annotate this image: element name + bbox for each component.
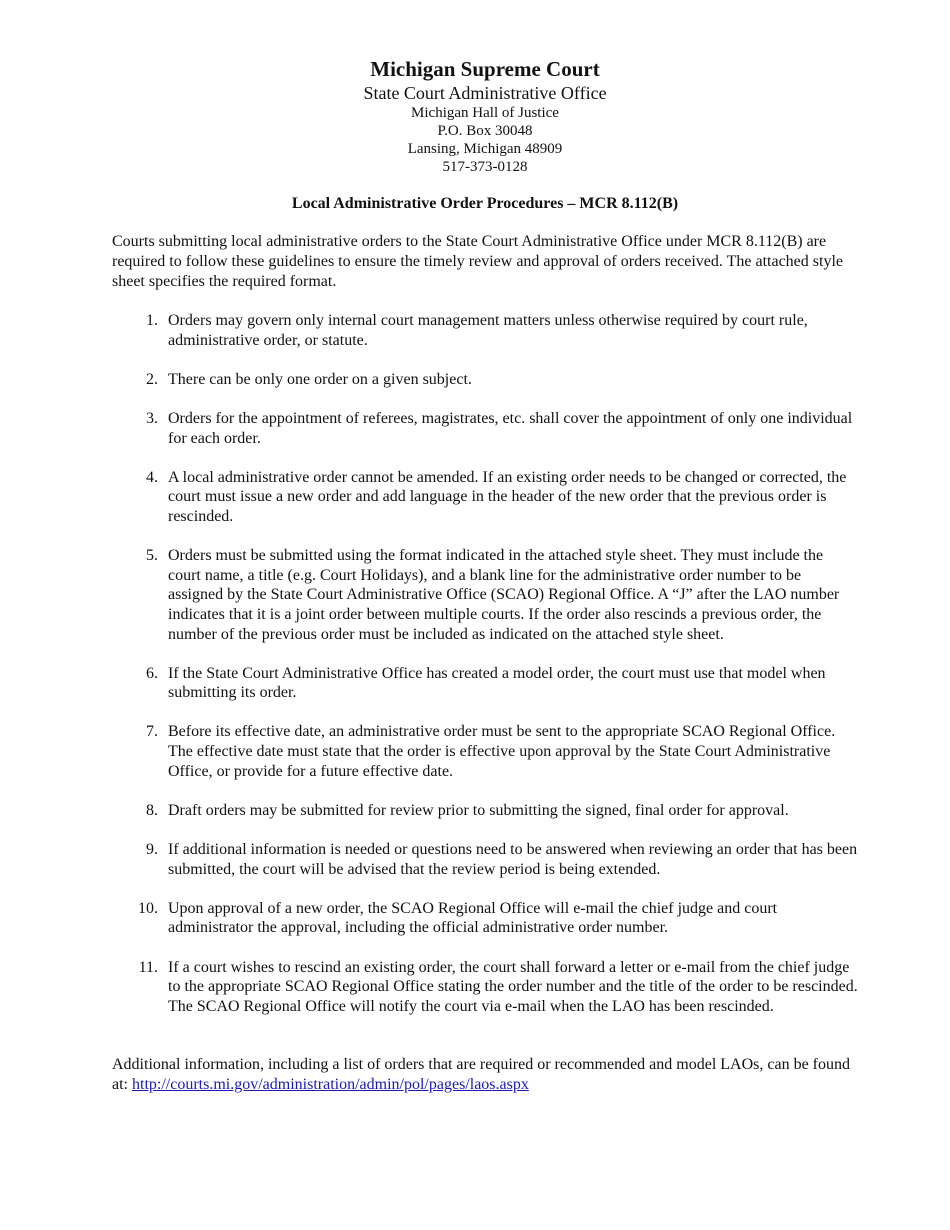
list-item-number: 8. [146,801,158,819]
list-item [112,546,858,644]
city-line: Lansing, Michigan 48909 [407,141,563,157]
list-item [112,722,858,781]
list-item [112,958,858,1017]
court-name: Michigan Supreme Court [370,57,600,81]
lao-info-link[interactable]: http://courts.mi.gov/administration/admin/pol/pages/laos.aspx [132,1076,529,1094]
list-item [112,311,858,350]
list-item [112,409,858,448]
list-item-text: If the State Court Administrative Office has created a model order, the court must use that model when submitting its order. [168,664,826,702]
rules-list [112,311,858,1016]
letterhead [112,56,858,176]
list-item-number: 3. [146,409,158,427]
list-item-text: Before its effective date, an administrative order must be sent to the appropriate SCAO Regional Office. The effective date must state that the order is effective upon approval by the State Court Administrative Office, or provide for a future effective date. [168,723,836,780]
list-item [112,664,858,703]
list-item-text: Draft orders may be submitted for review prior to submitting the signed, final order for approval. [168,801,789,819]
list-item-text: Upon approval of a new order, the SCAO Regional Office will e-mail the chief judge and court administrator the approval, including the official administrative order number. [168,899,778,937]
office-name: State Court Administrative Office [363,83,607,103]
list-item-number: 2. [146,370,158,388]
list-item-number: 1. [146,312,158,329]
additional-info-paragraph [112,1055,858,1095]
list-item-text: There can be only one order on a given subject. [168,370,472,388]
building-name: Michigan Hall of Justice [411,105,559,121]
list-item-number: 11. [138,958,158,976]
document-page [112,56,858,1095]
po-box: P.O. Box 30048 [437,123,533,139]
list-item-text: Orders may govern only internal court management matters unless otherwise required by court rule, administrative order, or statute. [168,312,808,349]
list-item-number: 4. [146,468,158,486]
list-item-text: A local administrative order cannot be amended. If an existing order needs to be changed or corrected, the court must issue a new order and add language in the header of the new order that the previous order is rescinded. [168,468,847,525]
list-item-number: 9. [146,841,158,859]
document-title: Local Administrative Order Procedures – MCR 8.112(B) [291,195,679,212]
intro-paragraph: Courts submitting local administrative orders to the State Court Administrative Office under MCR 8.112(B) are required to follow these guidelines to ensure the timely review and approval of orders received. The attached style sheet specifies the required format. [112,233,843,290]
phone-number: 517-373-0128 [442,159,528,175]
list-item-number: 6. [146,664,158,682]
list-item-text: If additional information is needed or questions need to be answered when reviewing an order that has been submitted, the court will be advised that the review period is being extended. [168,841,858,878]
additional-info-text: Additional information, including a list of orders that are required or recommended and model LAOs, can be found at: [112,1056,851,1094]
list-item [112,370,858,390]
list-item [112,468,858,527]
list-item-number: 7. [146,723,158,741]
list-item-text: Orders for the appointment of referees, magistrates, etc. shall cover the appointment of only one individual for each order. [168,409,853,447]
list-item [112,840,858,879]
list-item-text: Orders must be submitted using the format indicated in the attached style sheet. They must include the court name, a title (e.g. Court Holidays), and a blank line for the administrative order number to be assigned by the State Court Administrative Office (SCAO) Regional Office. A “J” after the LAO number indicates that it is a joint order between multiple courts. If the order also rescinds a previous order, the number of the previous order must be included as indicated on the attached style sheet. [168,547,840,643]
list-item [112,899,858,938]
list-item-text: If a court wishes to rescind an existing order, the court shall forward a letter or e-mail from the chief judge to the appropriate SCAO Regional Office stating the order number and the title of the order to be rescinded. The SCAO Regional Office will notify the court via e-mail when the LAO has been rescinded. [168,958,858,1015]
list-item-number: 5. [146,547,158,565]
list-item [112,801,858,821]
list-item-number: 10. [138,899,158,917]
